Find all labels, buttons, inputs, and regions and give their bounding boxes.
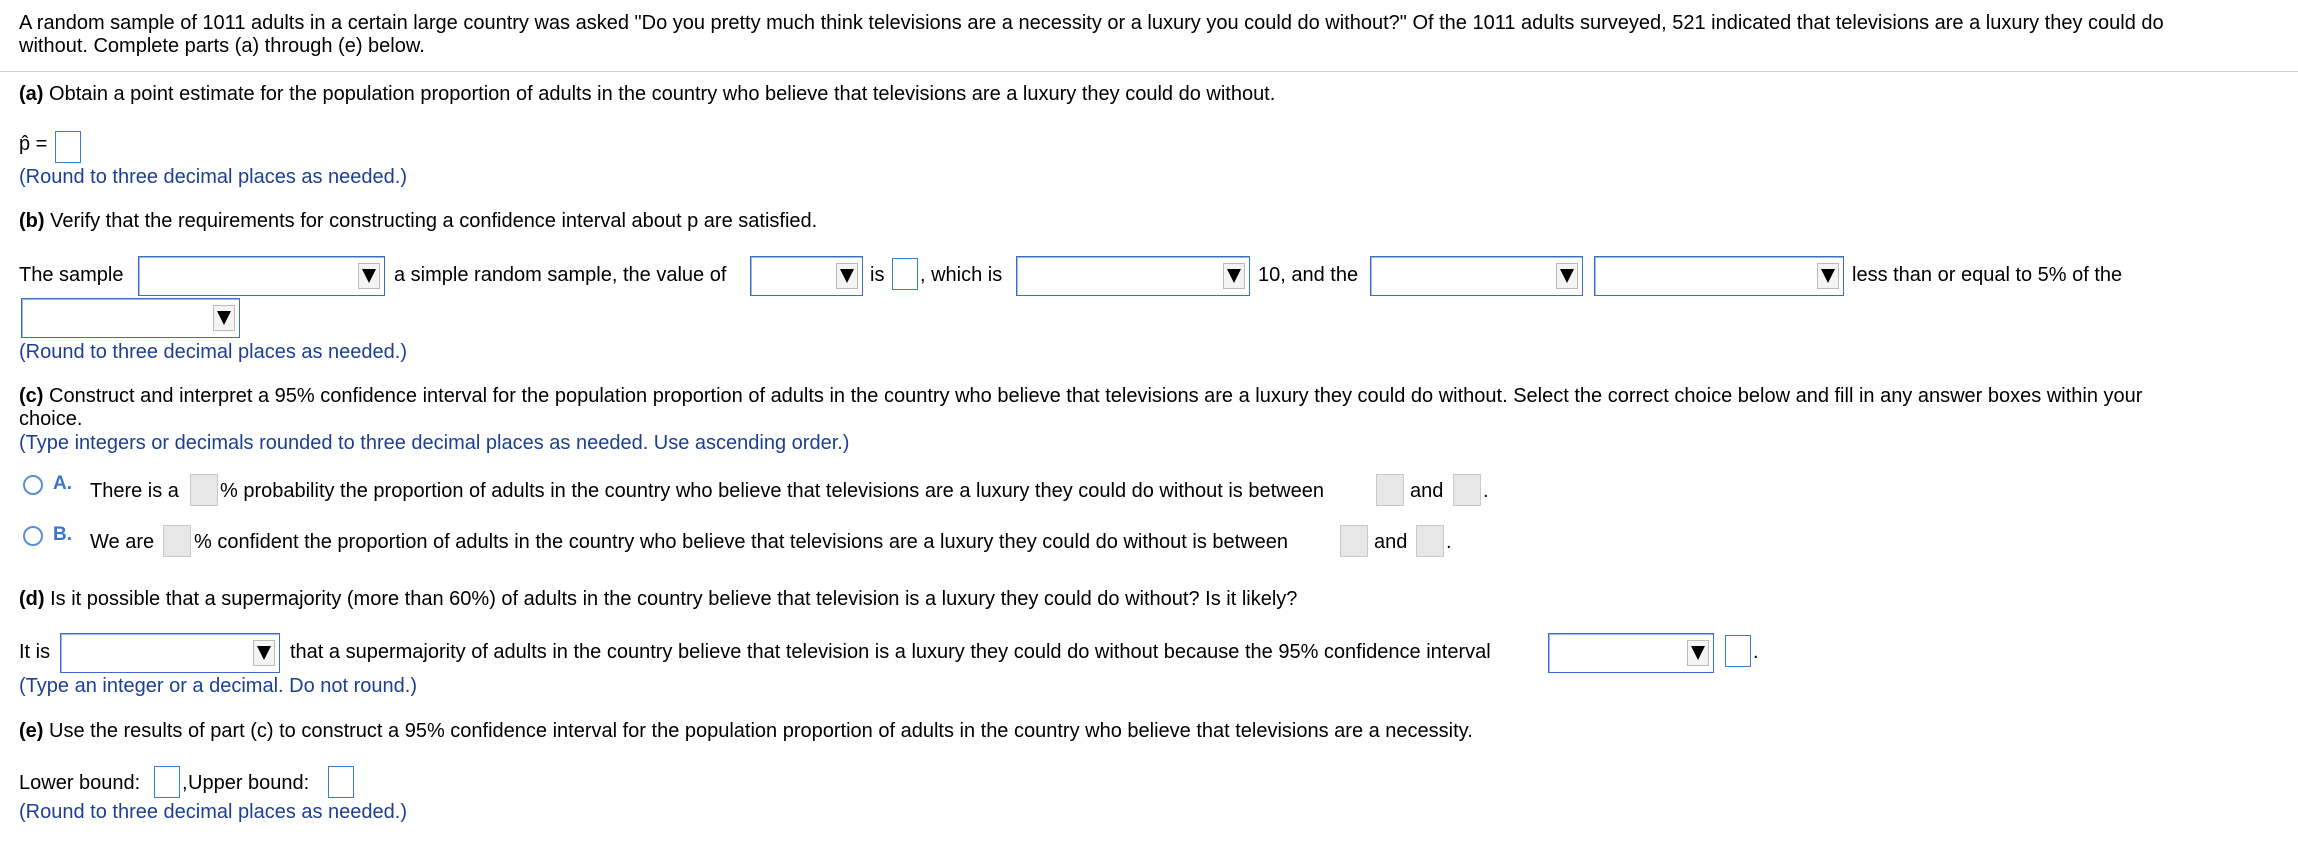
option-b-lower-input[interactable]	[1340, 525, 1368, 557]
phat-input[interactable]	[55, 131, 81, 163]
part-b-text-srs: a simple random sample, the value of	[394, 264, 727, 286]
bound-comma: ,	[182, 772, 188, 794]
part-b-text-less-than: less than or equal to 5% of the	[1852, 264, 2123, 286]
part-c-question-line-1	[19, 385, 2142, 408]
option-b-upper-input[interactable]	[1416, 525, 1444, 557]
part-e-hint: (Round to three decimal places as needed.)	[19, 801, 408, 823]
part-d-text: Is it possible that a supermajority (more than 60%) of adults in the country believe that television is a luxury they could do without? Is it likely?	[44, 588, 1298, 610]
option-b-and: and	[1374, 531, 1408, 553]
upper-bound-input[interactable]	[328, 766, 354, 798]
upper-bound-label: Upper bound:	[188, 772, 310, 794]
chevron-down-icon	[1817, 263, 1839, 289]
option-a-end: .	[1483, 480, 1489, 502]
part-b-text-10-and-the: 10, and the	[1258, 264, 1359, 286]
part-d-question	[19, 588, 1297, 611]
part-e-text: Use the results of part (c) to construct a 95% confidence interval for the population proportion of adults in the country who believe that televisions are a necessity.	[43, 720, 1473, 742]
option-a-lower-input[interactable]	[1376, 474, 1404, 506]
option-a-upper-input[interactable]	[1453, 474, 1481, 506]
part-b-label: (b)	[19, 210, 45, 232]
is-dropdown[interactable]	[1594, 256, 1844, 296]
interval-relation-dropdown[interactable]	[1548, 633, 1714, 673]
lower-bound-label: Lower bound:	[19, 772, 141, 794]
part-b-text: Verify that the requirements for constructing a confidence interval about p are satisfied.	[44, 210, 818, 232]
part-d-value-input[interactable]	[1725, 635, 1751, 667]
chevron-down-icon	[213, 305, 235, 331]
option-a-mid: % probability the proportion of adults in the country who believe that televisions are a luxury they could do without is between	[220, 480, 1324, 502]
part-d-label: (d)	[19, 588, 45, 610]
possibility-dropdown[interactable]	[60, 633, 280, 673]
part-a-hint: (Round to three decimal places as needed.)	[19, 166, 408, 188]
part-d-end: .	[1753, 641, 1759, 663]
part-e-label: (e)	[19, 720, 44, 742]
part-b-text-which-is: , which is	[920, 264, 1003, 286]
problem-line-1: A random sample of 1011 adults in a certain large country was asked "Do you pretty much think televisions are a necessity or a luxury you could do without?" Of the 1011 adults surveyed, 521 indicated that televisions are a luxury they could do	[19, 12, 2164, 34]
part-c-label: (c)	[19, 385, 44, 407]
option-b-pre: We are	[90, 531, 155, 553]
problem-line-2: without. Complete parts (a) through (e) below.	[19, 35, 425, 57]
part-c-hint: (Type integers or decimals rounded to three decimal places as needed. Use ascending order.)	[19, 432, 850, 454]
part-a-question	[19, 83, 1275, 106]
lower-bound-input[interactable]	[154, 766, 180, 798]
part-a-label: (a)	[19, 83, 44, 105]
phat-symbol: p̂ =	[19, 133, 48, 155]
chevron-down-icon	[1687, 640, 1709, 666]
option-a-confidence-input[interactable]	[190, 474, 218, 506]
option-b-end: .	[1446, 531, 1452, 553]
option-a-pre: There is a	[90, 480, 179, 502]
option-b-mid: % confident the proportion of adults in the country who believe that televisions are a luxury they could do without is between	[194, 531, 1288, 553]
sample-type-dropdown[interactable]	[138, 256, 385, 296]
part-b-hint: (Round to three decimal places as needed.)	[19, 341, 408, 363]
part-d-text-because: that a supermajority of adults in the country believe that television is a luxury they could do without because the 95% confidence interval	[290, 641, 1491, 663]
part-a-text: Obtain a point estimate for the population proportion of adults in the country who believe that televisions are a luxury they could do without.	[43, 83, 1276, 105]
chevron-down-icon	[1556, 263, 1578, 289]
part-b-text-sample: The sample	[19, 264, 124, 286]
option-b-letter: B.	[53, 524, 72, 545]
population-dropdown[interactable]	[21, 298, 240, 338]
chevron-down-icon	[358, 263, 380, 289]
option-a-letter: A.	[53, 473, 72, 494]
value-input[interactable]	[892, 258, 918, 290]
option-b-radio[interactable]	[23, 526, 43, 546]
part-b-text-is: is	[870, 264, 885, 286]
chevron-down-icon	[836, 263, 858, 289]
part-d-hint: (Type an integer or a decimal. Do not round.)	[19, 675, 417, 697]
divider	[0, 71, 2298, 72]
part-d-text-it-is: It is	[19, 641, 51, 663]
part-b-question	[19, 210, 817, 233]
option-b-confidence-input[interactable]	[163, 525, 191, 557]
comparison-dropdown[interactable]	[1016, 256, 1250, 296]
part-c-text: Construct and interpret a 95% confidence interval for the population proportion of adults in the country who believe that televisions are a luxury they could do without. Select the correct choice below and fill in any answer boxes within your	[43, 385, 2143, 407]
option-a-radio[interactable]	[23, 475, 43, 495]
chevron-down-icon	[253, 640, 275, 666]
chevron-down-icon	[1223, 263, 1245, 289]
part-e-question	[19, 720, 1473, 743]
part-c-question-line-2: choice.	[19, 408, 83, 430]
sample-size-dropdown[interactable]	[1370, 256, 1583, 296]
value-of-dropdown[interactable]	[750, 256, 863, 296]
option-a-and: and	[1410, 480, 1444, 502]
